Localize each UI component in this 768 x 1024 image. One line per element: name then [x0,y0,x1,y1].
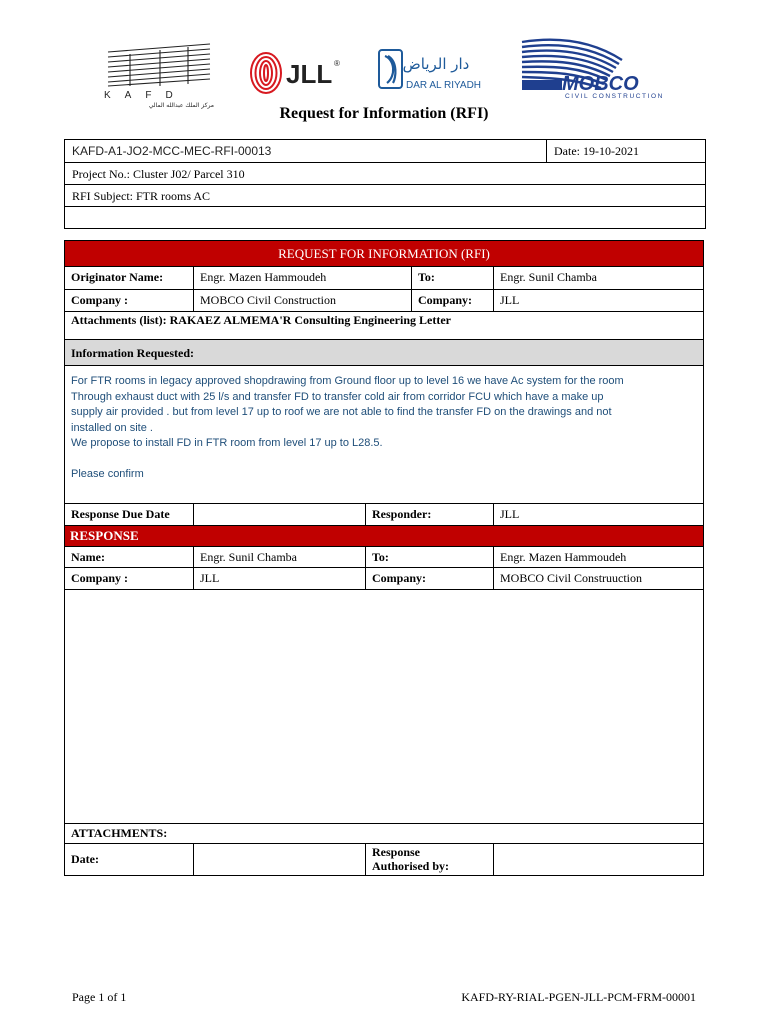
response-company-label: Company : [65,568,194,589]
responder-label: Responder: [366,504,494,525]
attachments-list: Attachments (list): RAKAEZ ALMEMA'R Consulting Engineering Letter [71,313,451,327]
company-value: MOBCO Civil Construction [194,290,412,311]
response-body [65,590,703,823]
response-section-heading: RESPONSE [65,526,703,547]
responder-value: JLL [500,507,520,521]
header-blank [65,207,79,228]
information-body-row [65,366,703,504]
dar-al-riyadh-logo [376,46,482,98]
header-blank-row [65,206,705,228]
info-line: Through exhaust duct with 25 l/s and transfer FD to transfer cold air from corridor FCU which have a make up [71,390,604,403]
rfi-header-box [64,139,706,229]
response-attachments-label: ATTACHMENTS: [71,826,168,840]
page-title: Request for Information (RFI) [279,105,489,122]
to-label: To: [412,267,494,289]
info-line: For FTR rooms in legacy approved shopdrawing from Ground floor up to level 16 we have Ac system for the room [71,375,624,387]
originator-label: Originator Name: [65,267,194,289]
page-number: Page 1 of 1 [72,990,127,1004]
response-due-value [194,504,366,525]
response-company-row [65,568,703,590]
response-due-row [65,504,703,526]
originator-row [65,267,703,290]
response-company2-value: MOBCO Civil Construuction [500,571,643,585]
info-line: supply air provided . but from level 17 up to roof we are not able to find the transfer FD on the drawings and not [71,406,612,418]
company-label: Company : [65,290,194,311]
information-requested-row [65,340,703,366]
response-to-value: Engr. Mazen Hammoudeh [500,550,627,564]
authorised-label-line2: Authorised by: [372,859,450,873]
mobco-logo-sub: CIVIL CONSTRUCTION [565,93,664,100]
kafd-logo-arabic: مركز الملك عبدالله المالي [148,102,214,109]
rfi-form [64,240,704,876]
authorised-label-line1: Response [372,845,421,859]
kafd-logo-text: KAFD [104,90,187,101]
dar-logo-text: DAR AL RIYADH [406,80,482,91]
information-requested-label: Information Requested: [71,346,194,360]
response-body-row [65,590,703,824]
rfi-date: Date: 19-10-2021 [554,144,639,158]
dar-logo-arabic: دار الرياض [402,55,470,73]
rfi-subject: RFI Subject: FTR rooms AC [72,189,211,203]
jll-logo [248,46,344,100]
information-body [65,366,703,503]
mobco-logo-text: MOBCO [562,73,639,95]
project-number: Project No.: Cluster J02/ Parcel 310 [72,167,245,181]
response-name-value: Engr. Sunil Chamba [194,547,366,567]
kafd-logo [100,40,218,108]
header-project-row [65,162,705,184]
response-due-label: Response Due Date [65,504,194,525]
response-date-label: Date: [65,844,194,875]
jll-logo-mark: ® [334,59,340,68]
company-row [65,290,703,312]
response-company-value: JLL [194,568,366,589]
response-attachments-row [65,824,703,844]
response-to-label: To: [366,547,494,567]
response-name-label: Name: [65,547,194,567]
form-code: KAFD-RY-RIAL-PGEN-JLL-PCM-FRM-00001 [461,990,696,1004]
mobco-logo [518,34,684,100]
rfi-reference-number: KAFD-A1-JO2-MCC-MEC-RFI-00013 [65,140,547,162]
header-subject-row [65,184,705,206]
to-value: Engr. Sunil Chamba [500,270,597,284]
response-name-row [65,547,703,568]
jll-logo-text: JLL [286,59,333,89]
response-company2-label: Company: [366,568,494,589]
response-authorised-label [366,844,494,875]
response-date-value [194,844,366,875]
info-line: We propose to install FD in FTR room from level 17 up to L28.5. [71,437,383,449]
response-signoff-row [65,844,703,875]
header-ref-row [65,140,705,162]
rfi-section-heading: REQUEST FOR INFORMATION (RFI) [65,241,703,267]
company2-label: Company: [412,290,494,311]
please-confirm: Please confirm [71,467,144,480]
company2-value: JLL [500,293,520,307]
response-authorised-value [494,844,703,875]
attachments-list-row [65,312,703,340]
originator-value: Engr. Mazen Hammoudeh [194,267,412,289]
info-line: installed on site . [71,421,153,434]
